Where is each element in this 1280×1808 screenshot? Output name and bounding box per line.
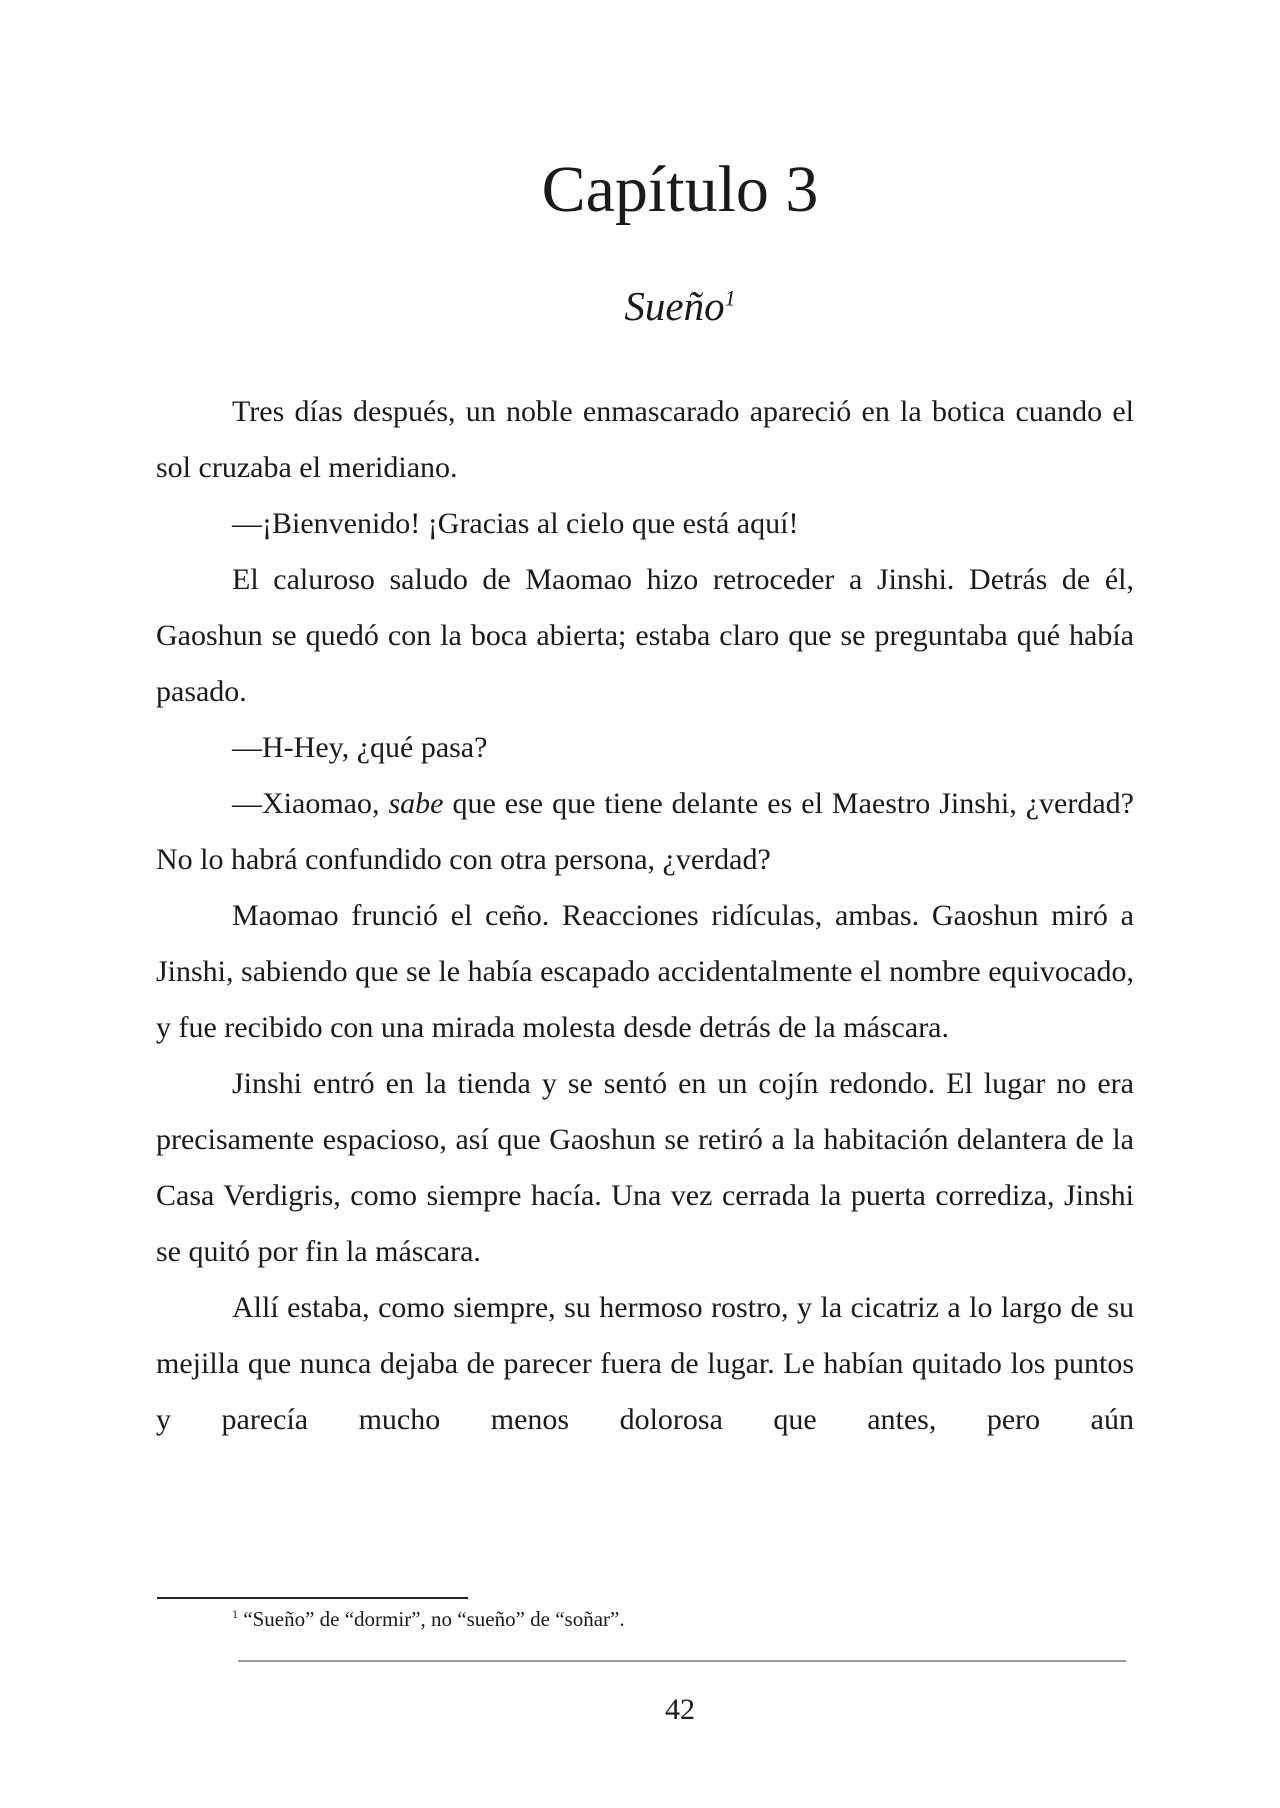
- chapter-subtitle-text: Sueño: [624, 283, 725, 329]
- paragraph: El caluroso saludo de Maomao hizo retroceder a Jinshi. Detrás de él, Gaoshun se quedó con la boca abierta; estaba claro que se preguntaba qué había pasado.: [156, 563, 1134, 708]
- paragraph: Maomao frunció el ceño. Reacciones ridículas, ambas. Gaoshun miró a Jinshi, sabiendo que se le había escapado accidentalmente el nombre equivocado, y fue recibido con una mirada molesta desde detrás de la máscara.: [156, 899, 1134, 1044]
- emphasized-word: sabe: [388, 787, 444, 820]
- paragraph-text: —Xiaomao,: [232, 787, 389, 820]
- paragraph: —H-Hey, ¿qué pasa?: [232, 731, 488, 764]
- paragraph: [156, 776, 1134, 888]
- chapter-subtitle: [0, 278, 1280, 334]
- body-text: [156, 384, 1134, 1448]
- paragraph: —¡Bienvenido! ¡Gracias al cielo que está aquí!: [232, 507, 799, 540]
- page-number: 42: [665, 1693, 695, 1726]
- footnote-text: “Sueño” de “dormir”, no “sueño” de “soñar”.: [238, 1607, 625, 1631]
- footnote-separator: [157, 1597, 468, 1599]
- footnote-marker: 1: [232, 1607, 238, 1621]
- page-footer-rule: [238, 1660, 1126, 1662]
- paragraph: Allí estaba, como siempre, su hermoso rostro, y la cicatriz a lo largo de su mejilla que nunca dejaba de parecer fuera de lugar. Le habían quitado los puntos y parecía mucho menos dolorosa que antes, pero aún: [156, 1291, 1134, 1436]
- paragraph: Jinshi entró en la tienda y se sentó en un cojín redondo. El lugar no era precisamente espacioso, así que Gaoshun se retiró a la habitación delantera de la Casa Verdigris, como siempre hacía. Una vez cerrada la puerta corrediza, Jinshi se quitó por fin la máscara.: [156, 1067, 1134, 1268]
- footnote: [232, 1604, 625, 1634]
- footnote-reference: 1: [724, 285, 736, 311]
- chapter-title: Capítulo 3: [541, 153, 819, 226]
- paragraph-text: que ese que tiene delante es el Maestro Jinshi, ¿verdad? No lo habrá confundido con otra persona, ¿verdad?: [156, 787, 1134, 876]
- paragraph: Tres días después, un noble enmascarado apareció en la botica cuando el sol cruzaba el meridiano.: [156, 395, 1134, 484]
